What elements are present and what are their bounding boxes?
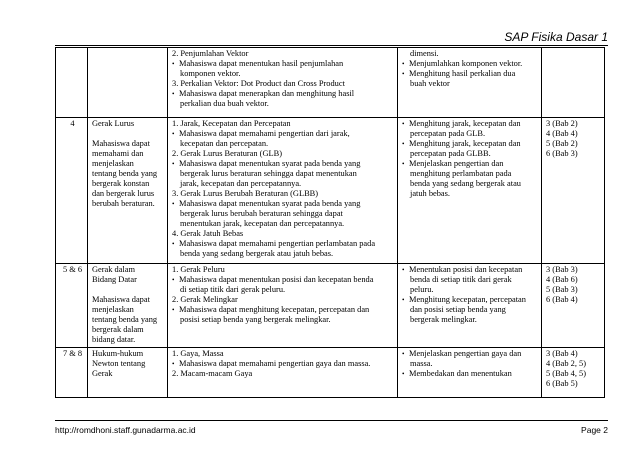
syllabus-table-body: [56, 48, 605, 398]
table-row: [56, 118, 605, 264]
table-row: [56, 348, 605, 398]
table-row: [56, 48, 605, 118]
text-line: bergerak melingkar.: [410, 315, 477, 324]
topic-cell: [88, 118, 168, 264]
text-line: menjelaskan: [92, 159, 134, 168]
text-line: 4. Gerak Jatuh Bebas: [172, 229, 244, 238]
reference-line: 5 (Bab 2): [546, 139, 578, 148]
text-line: • Membedakan dan menentukan: [402, 369, 539, 379]
text-line: benda yang sedang bergerak atau: [410, 179, 521, 188]
text-line: • Mahasiswa dapat memahami pengertian gaya dan massa.: [172, 359, 395, 369]
text-line: Gerak: [92, 369, 113, 378]
text-line: bergerak dalam: [92, 325, 144, 334]
text-line: • Menghitung hasil perkalian dua: [402, 69, 539, 79]
material-cell: [168, 118, 398, 264]
blank-line: [92, 129, 165, 139]
text-line: • Mahasiswa dapat menghitung kecepatan, percepatan dan: [172, 305, 395, 315]
text-line: dan bergerak lurus: [92, 189, 155, 198]
text-line: percepatan pada GLBB.: [410, 149, 491, 158]
text-line: tentang benda yang: [92, 169, 158, 178]
reference-line: 4 (Bab 6): [546, 275, 578, 284]
page-number: Page 2: [581, 425, 608, 435]
text-line: Mahasiswa dapat: [92, 139, 150, 148]
reference-line: 6 (Bab 5): [546, 379, 578, 388]
text-line: berubah beraturan.: [92, 199, 155, 208]
text-line: buah vektor: [410, 79, 450, 88]
text-line: massa.: [410, 359, 433, 368]
reference-line: 3 (Bab 3): [546, 265, 578, 274]
indicator-cell: [398, 264, 542, 348]
text-line: di setiap titik dari gerak peluru.: [180, 285, 286, 294]
text-line: • Menjumlahkan komponen vektor.: [402, 59, 539, 69]
header-divider: [55, 45, 608, 46]
footer-url: http://romdhoni.staff.gunadarma.ac.id: [55, 425, 196, 435]
text-line: • Mahasiswa dapat menerapkan dan menghitung hasil: [172, 89, 395, 99]
session-number-cell: 4: [56, 118, 88, 264]
text-line: 3. Perkalian Vektor: Dot Product dan Cross Product: [172, 79, 345, 88]
topic-cell: [88, 48, 168, 118]
syllabus-table: [55, 47, 605, 398]
text-line: memahami dan: [92, 149, 144, 158]
session-number-cell: 7 & 8: [56, 348, 88, 398]
text-line: 2. Gerak Lurus Beraturan (GLB): [172, 149, 282, 158]
document-title: SAP Fisika Dasar 1: [504, 30, 608, 44]
text-line: 1. Gerak Peluru: [172, 265, 225, 274]
text-line: percepatan pada GLB.: [410, 129, 486, 138]
text-line: menentukan jarak, kecepatan dan percepatannya.: [180, 219, 345, 228]
text-line: Gerak Lurus: [92, 119, 135, 128]
material-cell: [168, 264, 398, 348]
reference-line: 6 (Bab 3): [546, 149, 578, 158]
reference-line: 3 (Bab 4): [546, 349, 578, 358]
text-line: 2. Macam-macam Gaya: [172, 369, 253, 378]
text-line: menjelaskan: [92, 305, 134, 314]
topic-cell: [88, 348, 168, 398]
text-line: kecepatan dan percepatan.: [180, 139, 269, 148]
text-line: 3. Gerak Lurus Berubah Beraturan (GLBB): [172, 189, 319, 198]
text-line: benda yang sedang bergerak atau jatuh bebas.: [180, 249, 334, 258]
text-line: Hukum-hukum: [92, 349, 144, 358]
text-line: • Menjelaskan pengertian gaya dan: [402, 349, 539, 359]
text-line: 1. Jarak, Kecepatan dan Percepatan: [172, 119, 291, 128]
indicator-cell: [398, 348, 542, 398]
blank-line: [92, 285, 165, 295]
text-line: menghitung perlambatan pada: [410, 169, 512, 178]
indicator-cell: [398, 48, 542, 118]
reference-cell: [542, 348, 605, 398]
text-line: Bidang Datar: [92, 275, 137, 284]
reference-cell: [542, 118, 605, 264]
text-line: 2. Gerak Melingkar: [172, 295, 238, 304]
reference-line: 3 (Bab 2): [546, 119, 578, 128]
reference-line: 5 (Bab 4, 5): [546, 369, 587, 378]
text-line: Mahasiswa dapat: [92, 295, 150, 304]
reference-line: 5 (Bab 3): [546, 285, 578, 294]
session-number-cell: [56, 48, 88, 118]
session-number-cell: 5 & 6: [56, 264, 88, 348]
text-line: bergerak lurus beraturan sehingga dapat menentukan: [180, 169, 357, 178]
text-line: dan posisi setiap benda yang: [410, 305, 506, 314]
text-line: • Mahasiswa dapat menentukan hasil penjumlahan: [172, 59, 395, 69]
text-line: • Mahasiswa dapat menentukan syarat pada benda yang: [172, 159, 395, 169]
reference-cell: [542, 48, 605, 118]
text-line: bidang datar.: [92, 335, 136, 344]
text-line: • Mahasiswa dapat menentukan syarat pada benda yang: [172, 199, 395, 209]
text-line: • Mahasiswa dapat menentukan posisi dan kecepatan benda: [172, 275, 395, 285]
text-line: peluru.: [410, 285, 434, 294]
text-line: • Menghitung jarak, kecepatan dan: [402, 119, 539, 129]
text-line: • Menghitung jarak, kecepatan dan: [402, 139, 539, 149]
text-line: • Menjelaskan pengertian dan: [402, 159, 539, 169]
footer-divider: [55, 420, 608, 421]
text-line: komponen vektor.: [180, 69, 241, 78]
text-line: • Mahasiswa dapat memahami pengertian perlambatan pada: [172, 239, 395, 249]
text-line: benda di setiap titik dari gerak: [410, 275, 512, 284]
material-cell: [168, 48, 398, 118]
text-line: Newton tentang: [92, 359, 146, 368]
text-line: • Mahasiswa dapat memahami pengertian dari jarak,: [172, 129, 395, 139]
text-line: bergerak lurus berubah beraturan sehingga dapat: [180, 209, 343, 218]
text-line: 1. Gaya, Massa: [172, 349, 224, 358]
text-line: Gerak dalam: [92, 265, 136, 274]
reference-line: 4 (Bab 2, 5): [546, 359, 587, 368]
material-cell: [168, 348, 398, 398]
text-line: posisi setiap benda yang bergerak melingkar.: [180, 315, 331, 324]
text-line: • Menentukan posisi dan kecepatan: [402, 265, 539, 275]
indicator-cell: [398, 118, 542, 264]
topic-cell: [88, 264, 168, 348]
reference-cell: [542, 264, 605, 348]
text-line: jarak, kecepatan dan percepatannya.: [180, 179, 302, 188]
text-line: dimensi.: [410, 49, 439, 58]
text-line: 2. Penjumlahan Vektor: [172, 49, 249, 58]
table-row: [56, 264, 605, 348]
reference-line: 4 (Bab 4): [546, 129, 578, 138]
text-line: jatuh bebas.: [410, 189, 451, 198]
reference-line: 6 (Bab 4): [546, 295, 578, 304]
text-line: perkalian dua buah vektor.: [180, 99, 269, 108]
text-line: tentang benda yang: [92, 315, 158, 324]
text-line: bergerak konstan: [92, 179, 150, 188]
text-line: • Menghitung kecepatan, percepatan: [402, 295, 539, 305]
